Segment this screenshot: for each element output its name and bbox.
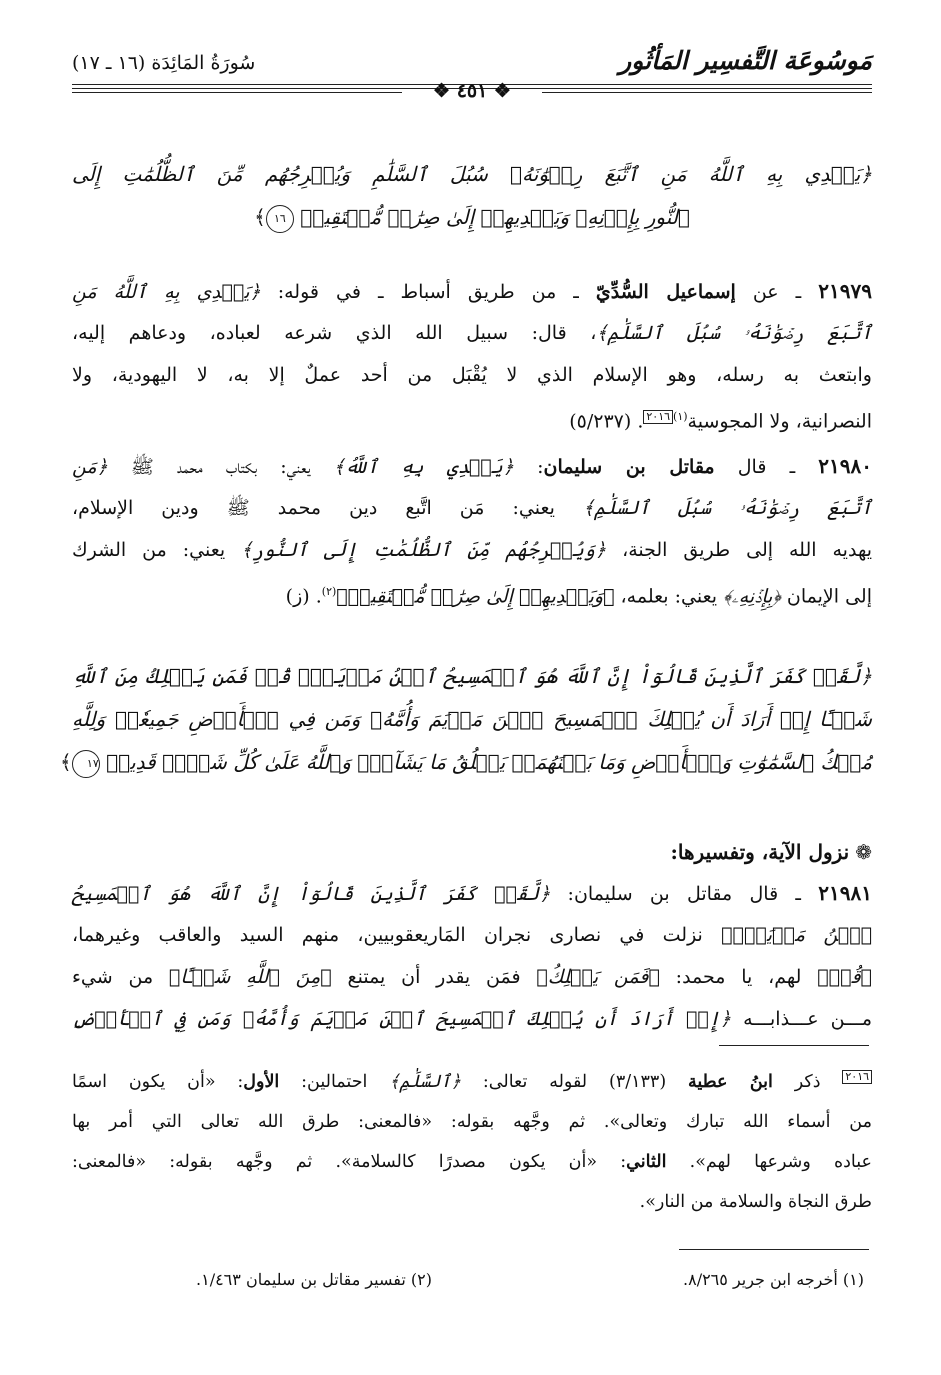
- ornament-line: [72, 92, 402, 93]
- page-number-row: [72, 80, 872, 104]
- footnote-marker: (٢): [321, 585, 337, 598]
- ayah-number-medallion: ١٧: [72, 750, 100, 778]
- section-heading: ❁نزول الآية، وتفسيرها:: [670, 840, 872, 864]
- narration-21979: ٢١٩٧٩ ـ عن إسماعيل السُّدِّيّ ـ من طريق أسباط ـ في قوله: ﴿يَهۡدِي بِهِ ٱللَّهُ مَنِ ٱتَّبَعَ رِضۡوَٰنَهُۥ سُبُلَ ٱلسَّلَٰمِ﴾، قال: سبيل الله الذي شرعه لعباده، ودعاهم إليه، وابتعث به رسله، وهو الإسلام الذي لا يُقْبَل من أحد عملٌ إلا به، لا اليهودية، ولا النصرانية، ولا المجوسية$^{(١)}$٢٠١٦. (٥/٢٣٧): [72, 279, 873, 433]
- commentary-ref-box: ٢٠١٦: [842, 1070, 872, 1084]
- footnotes: [72, 1270, 872, 1300]
- commentary-footnote: ٢٠١٦ ذكر ابنُ عطية (٣/١٣٣) لقوله تعالى: ﴿ٱلسَّلَٰمِ﴾ احتمالين: الأول: «أن يكون اسمًا من أسماء الله تبارك وتعالى». ثم وجَّهه بقوله: «فالمعنى: طرق الله تعالى التي أمر بها عباده وشرعها لهم». الثاني: «أن يكون مصدرًا كالسلامة». ثم وجَّهه بقوله: «فالمعنى: طرق النجاة والسلامة من النار».: [72, 1070, 872, 1212]
- footnote-1: (١) أخرجه ابن جرير ٨/٢٦٥.: [683, 1270, 864, 1289]
- surah-range: سُورَةُ المَائِدَة (١٦ ـ ١٧): [72, 52, 256, 74]
- footnote-separator: [679, 1249, 869, 1250]
- narrator-name: مقاتل بن سليمان: [543, 456, 715, 478]
- verse-line: ٱلنُّورِ بِإِذۡنِهِۦ وَيَهۡدِيهِمۡ إِلَىٰ صِرَٰطٖ مُّسۡتَقِيمٖ ١٦﴾: [72, 196, 872, 239]
- narration-number: ٢١٩٧٩: [818, 279, 872, 303]
- narration-number: ٢١٩٨٠: [818, 454, 872, 478]
- flower-ornament-icon: ❁: [855, 840, 872, 864]
- verse-line: ﴿يَهۡدِي بِهِ ٱللَّهُ مَنِ ٱتَّبَعَ رِضۡوَٰنَهُۥ سُبُلَ ٱلسَّلَٰمِ وَيُخۡرِجُهُم مِّنَ ٱلظُّلُمَٰتِ إِلَى: [72, 162, 872, 186]
- verse-17: [60, 655, 872, 784]
- verse-line: مُلۡكُ ٱلسَّمَٰوَٰتِ وَٱلۡأَرۡضِ وَمَا بَيۡنَهُمَاۚ يَخۡلُقُ مَا يَشَآءُۚ وَٱللَّهُ عَلَىٰ كُلِّ شَيۡءٖ قَدِيرٞ ١٧﴾: [72, 741, 872, 784]
- verse-line: ﴿لَّقَدۡ كَفَرَ ٱلَّذِينَ قَالُوٓاْ إِنَّ ٱللَّهَ هُوَ ٱلۡمَسِيحُ ٱبۡنُ مَرۡيَمَۚ قُلۡ فَمَن يَمۡلِكُ مِنَ ٱللَّهِ: [72, 664, 872, 688]
- book-title: مَوسُوعَة التَّفسِير المَأثُور: [619, 46, 872, 75]
- quran-quote: ﴿يَهۡدِي بِهِ ٱللَّهُ مَنِ: [72, 281, 261, 303]
- narrator-name: إسماعيل السُّدِّيّ: [595, 281, 736, 303]
- ayah-number-medallion: ١٦: [266, 205, 294, 233]
- narration-number: ٢١٩٨١: [818, 881, 872, 905]
- footnote-marker: (١): [673, 410, 688, 423]
- verse-line: شَيۡـًٔا إِنۡ أَرَادَ أَن يُهۡلِكَ ٱلۡمَسِيحَ ٱبۡنَ مَرۡيَمَ وَأُمَّهُۥ وَمَن فِي ٱلۡأَرۡضِ جَمِيعٗاۗ وَلِلَّهِ: [72, 707, 872, 731]
- verse-16: [72, 153, 872, 239]
- page-number: ❖ ٤٥١ ❖: [433, 80, 511, 102]
- commentary-ref-box: ٢٠١٦: [643, 410, 673, 424]
- footnote-separator: [719, 1045, 869, 1046]
- quran-quote: ٱتَّبَعَ رِضۡوَٰنَهُۥ سُبُلَ ٱلسَّلَٰمِ﴾: [596, 322, 873, 344]
- narration-21980: ٢١٩٨٠ ـ قال مقاتل بن سليمان: ﴿يَهۡدِي بِهِ ٱللَّهُ﴾ يعني: بكتاب محمد ﷺ ﴿مَنِ ٱتَّبَعَ رِضۡوَٰنَهُۥ سُبُلَ ٱلسَّلَٰمِ﴾ يعني: مَن اتَّبع دين محمد ﷺ ودين الإسلام، يهديه الله إلى طريق الجنة، ﴿وَيُخۡرِجُهُم مِّنَ ٱلظُّلُمَٰتِ إِلَى ٱلنُّورِ﴾ يعني: من الشرك إلى الإيمان ﴿بِإِذۡنِهِۦ﴾ يعني: بعلمه، ﴿وَيَهۡدِيهِمۡ إِلَىٰ صِرَٰطٖ مُّسۡتَقِيمٖ﴾$^{(٢)}$. (ز): [72, 454, 873, 608]
- narration-21981: ٢١٩٨١ ـ قال مقاتل بن سليمان: ﴿لَّقَدۡ كَفَرَ ٱلَّذِينَ قَالُوٓاْ إِنَّ ٱللَّهَ هُوَ ٱلۡمَسِيحُ ٱبۡنُ مَرۡيَمَۚ﴾ نزلت في نصارى نجران المَاريعقوبيين، منهم السيد والعاقب وغيرهما، ﴿قُلۡ﴾ لهم، يا محمد: ﴿فَمَن يَمۡلِكُ﴾ فمَن يقدر أن يمتنع ﴿مِنَ ٱللَّهِ شَيۡـًٔا﴾ من شيء مـــن عـــذابـــه ﴿إِنۡ أَرَادَ أَن يُهۡلِكَ ٱلۡمَسِيحَ ٱبۡنَ مَرۡيَمَ وَأُمَّهُۥ وَمَن فِي ٱلۡأَرۡضِ: [72, 881, 872, 1030]
- footnote-2: (٢) تفسير مقاتل بن سليمان ١/٤٦٣.: [196, 1270, 432, 1289]
